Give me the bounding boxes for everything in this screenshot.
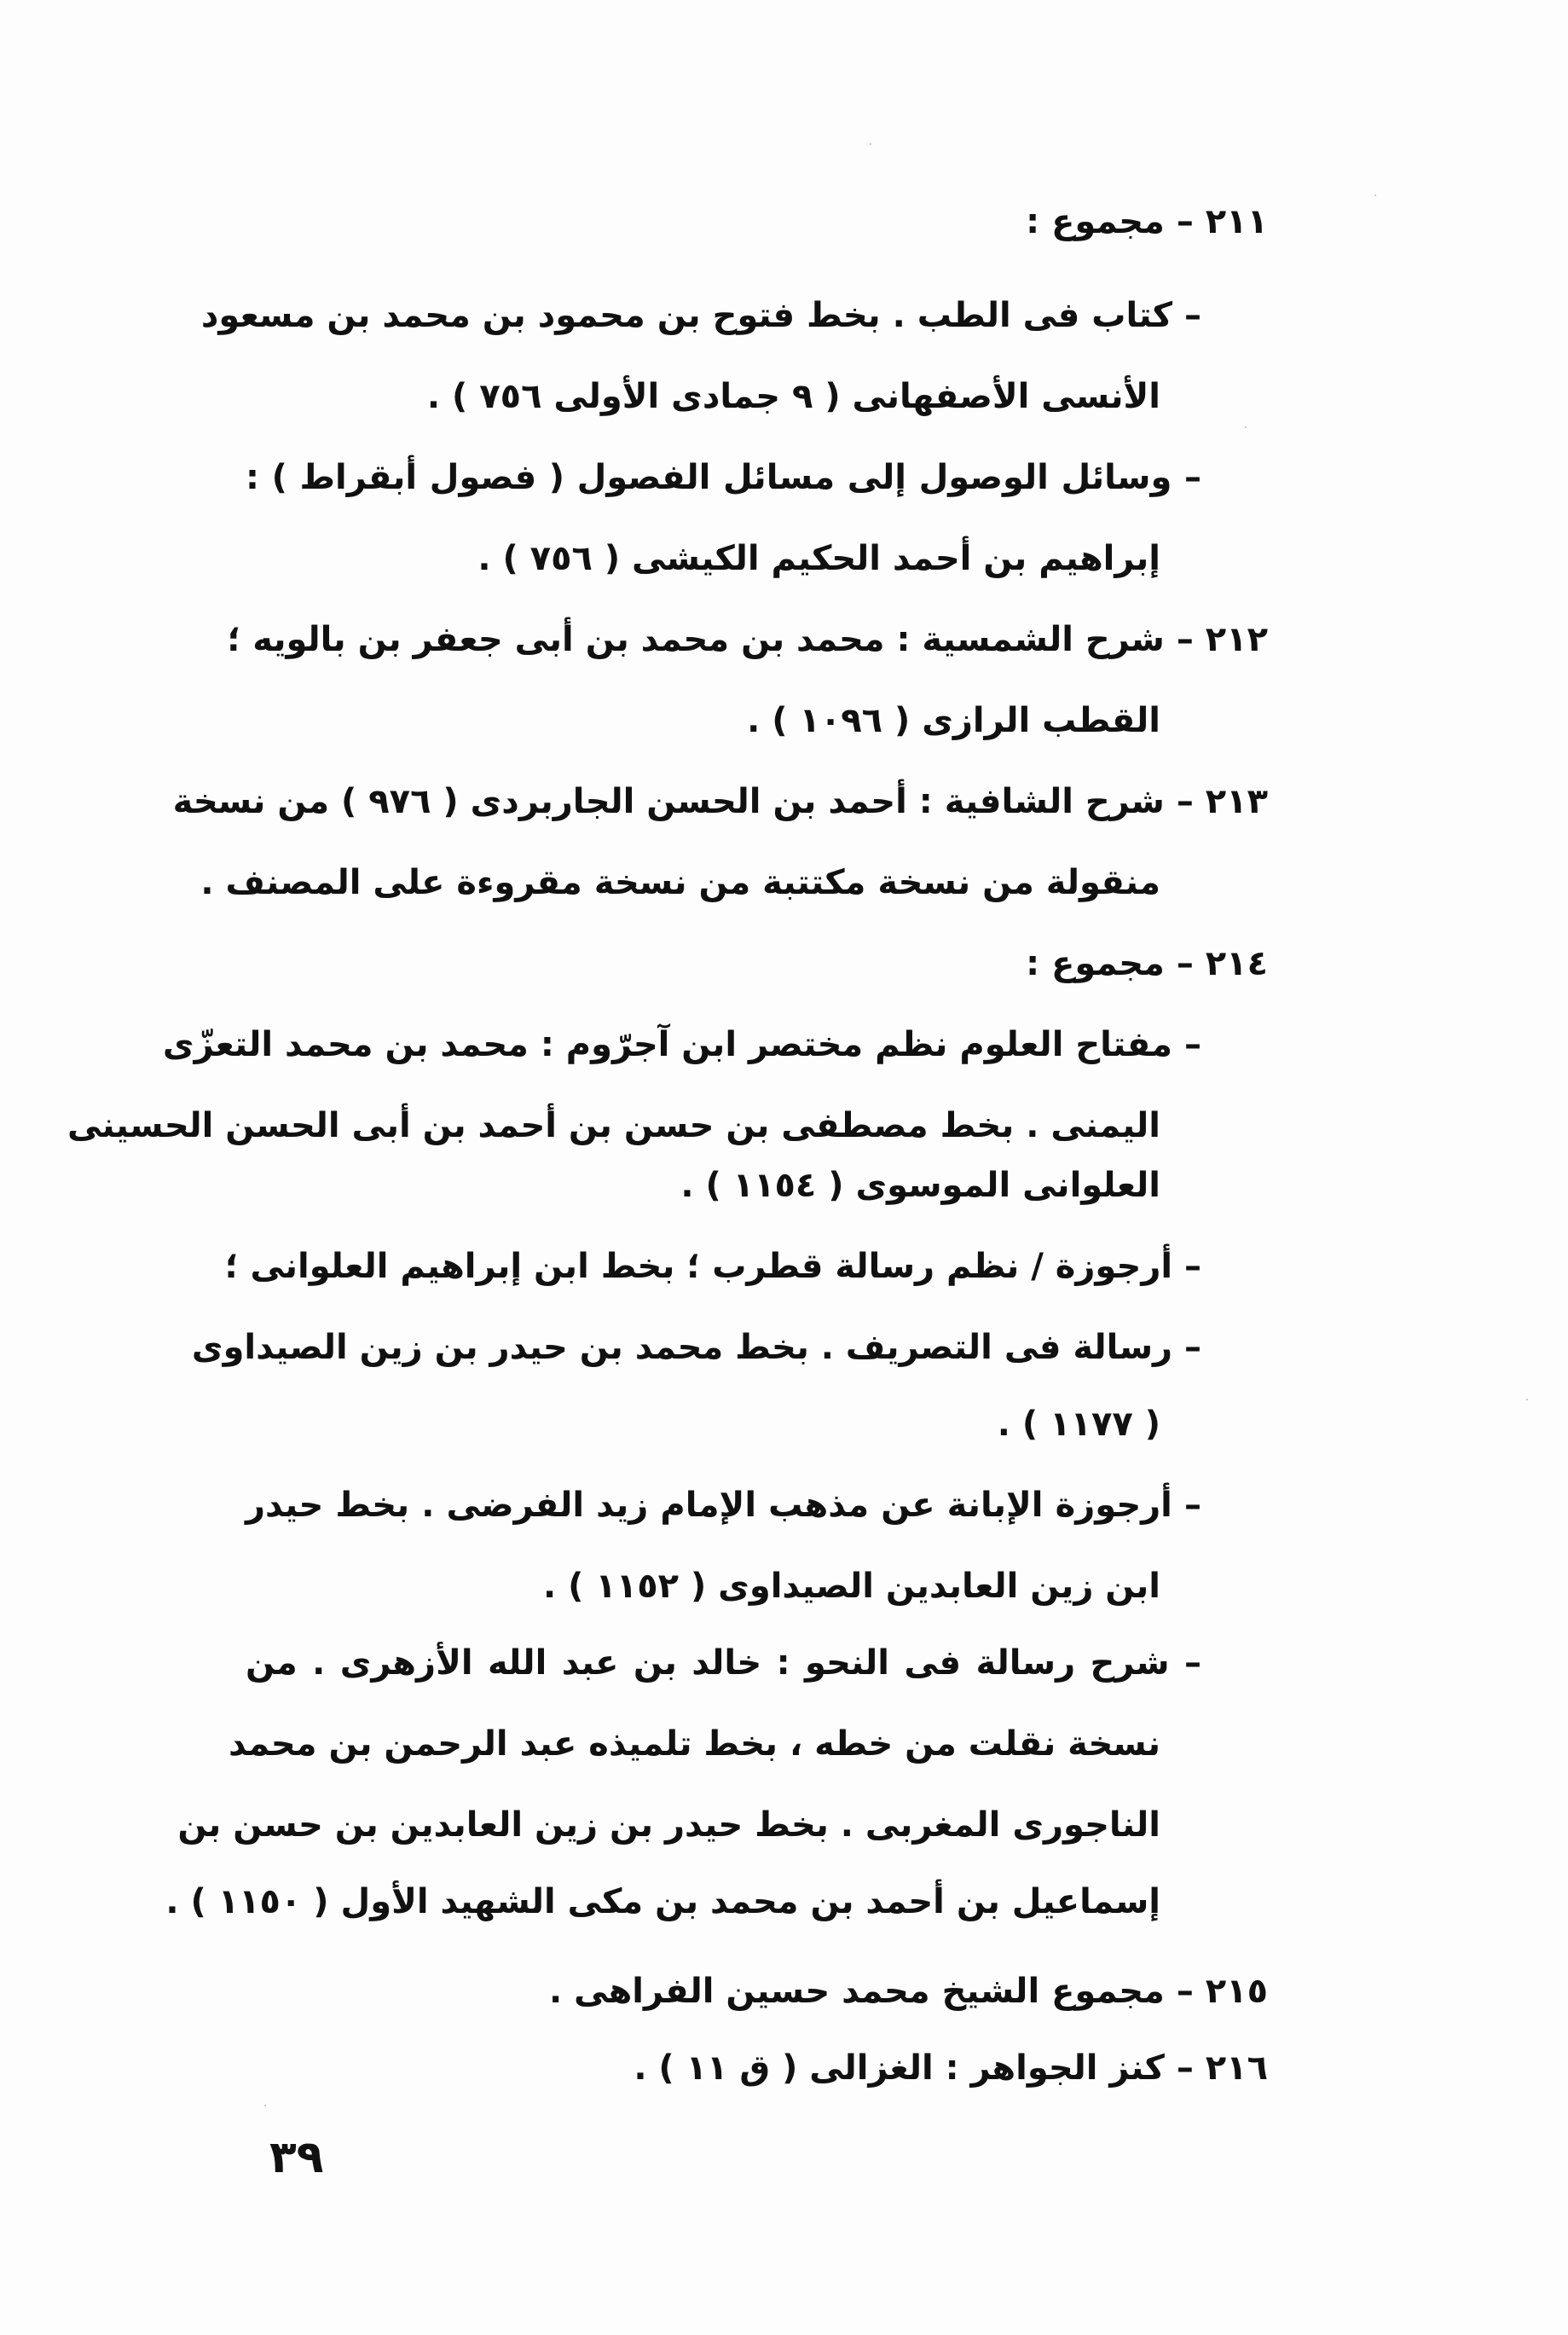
entry-213-heading: ٢١٣ – شرح الشافية : أحمد بن الحسن الجاربردى ( ٩٧٦ ) من نسخة [172,782,1268,821]
scan-speck [1245,426,1247,428]
entry-214-item-5: – شرح رسالة فى النحو : خالد بن عبد الله الأزهرى . من [246,1643,1201,1683]
entry-214-item-4-cont: ابن زين العابدين الصيداوى ( ١١٥٢ ) . [543,1567,1160,1606]
scan-speck [870,143,871,145]
entry-213-cont: منقولة من نسخة مكتتبة من نسخة مقروءة على المصنف . [200,863,1160,902]
entry-214-item-3-cont: ( ١١٧٧ ) . [997,1405,1160,1444]
entry-211-item-1-cont: الأنسى الأصفهانى ( ٩ جمادى الأولى ٧٥٦ ) . [426,377,1160,416]
entry-214-item-1-cont: اليمنى . بخط مصطفى بن حسن بن أحمد بن أبى الحسن الحسينى [67,1106,1160,1145]
entry-214-item-5-cont: نسخة نقلت من خطه ، بخط تلميذه عبد الرحمن بن محمد [229,1724,1160,1764]
entry-216-heading: ٢١٦ – كنز الجواهر : الغزالى ( ق ١١ ) . [634,2048,1268,2088]
entry-212-heading: ٢١٢ – شرح الشمسية : محمد بن محمد بن أبى جعفر بن بالويه ؛ [227,620,1268,659]
scan-speck [264,2105,266,2106]
entry-214-item-3: – رسالة فى التصريف . بخط محمد بن حيدر بن زين الصيداوى [191,1328,1201,1367]
entry-214-heading: ٢١٤ – مجموع : [1026,944,1268,983]
entry-214-item-1: – مفتاح العلوم نظم مختصر ابن آجرّوم : محمد بن محمد التعزّى [162,1025,1201,1064]
page-number: ٣٩ [269,2132,324,2183]
entry-214-item-1-cont2: العلوانى الموسوى ( ١١٥٤ ) . [680,1166,1160,1205]
entry-214-item-4: – أرجوزة الإبانة عن مذهب الإمام زيد الفرضى . بخط حيدر [246,1486,1201,1525]
entry-214-item-5-cont3: إسماعيل بن أحمد بن محمد بن مكى الشهيد الأول ( ١١٥٠ ) . [165,1882,1160,1921]
entry-215-heading: ٢١٥ – مجموع الشيخ محمد حسين الفراهى . [548,1972,1268,2011]
entry-211-heading: ٢١١ – مجموع : [1026,202,1268,241]
entry-211-item-2: – وسائل الوصول إلى مسائل الفصول ( فصول أبقراط ) : [246,458,1201,497]
entry-212-cont: القطب الرازى ( ١٠٩٦ ) . [747,701,1160,740]
entry-214-item-2: – أرجوزة / نظم رسالة قطرب ؛ بخط ابن إبراهيم العلوانى ؛ [224,1247,1201,1286]
entry-211-item-1: – كتاب فى الطب . بخط فتوح بن محمود بن محمد بن مسعود [200,296,1201,335]
entry-214-item-5-cont2: الناجورى المغربى . بخط حيدر بن زين العابدين بن حسن بن [177,1805,1160,1845]
entry-211-item-2-cont: إبراهيم بن أحمد الحكيم الكيشى ( ٧٥٦ ) . [477,539,1160,578]
scan-speck [1526,1399,1528,1400]
scan-speck [1374,194,1376,196]
